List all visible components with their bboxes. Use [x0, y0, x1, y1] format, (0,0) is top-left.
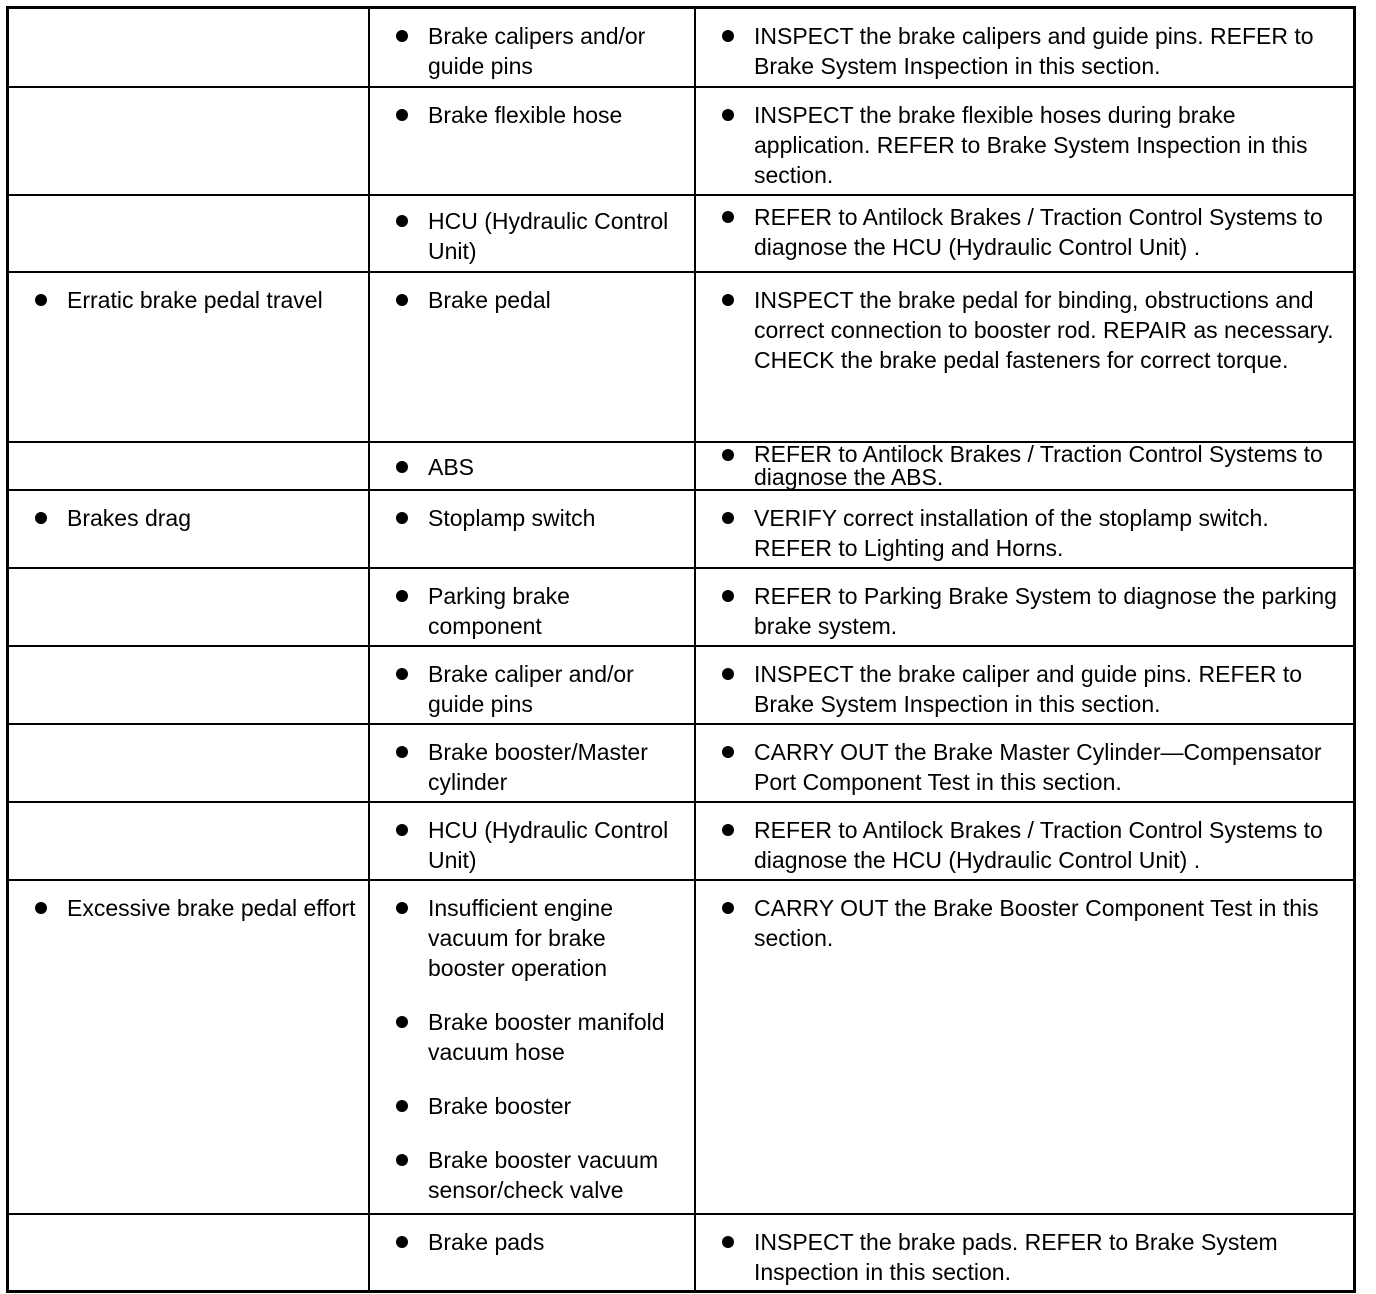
action-cell — [696, 881, 1353, 1213]
bullet-icon — [396, 590, 408, 602]
action-text: INSPECT the brake pedal for binding, obstructions and correct connection to booster rod. REPAIR as necessary. CHECK the brake pedal fasteners for correct torque. — [754, 287, 1334, 373]
cause-cell — [370, 803, 696, 879]
symptom-cell — [9, 881, 370, 1213]
action-item — [696, 659, 1345, 719]
action-cell — [696, 196, 1353, 271]
action-text: CARRY OUT the Brake Master Cylinder—Compensator Port Component Test in this section. — [754, 739, 1322, 795]
table-row — [9, 723, 1353, 801]
symptom-item — [9, 893, 360, 923]
bullet-icon — [396, 215, 408, 227]
bullet-icon — [396, 902, 408, 914]
bullet-icon — [396, 294, 408, 306]
bullet-icon — [396, 30, 408, 42]
bullet-icon — [722, 590, 734, 602]
bullet-icon — [722, 902, 734, 914]
bullet-icon — [396, 1016, 408, 1028]
symptom-cell — [9, 725, 370, 801]
table-row — [9, 271, 1353, 441]
bullet-icon — [722, 746, 734, 758]
cause-item — [370, 893, 686, 983]
action-item — [696, 1227, 1345, 1287]
symptom-cell — [9, 803, 370, 879]
symptom-cell — [9, 1215, 370, 1290]
action-text: INSPECT the brake pads. REFER to Brake System Inspection in this section. — [754, 1229, 1278, 1285]
bullet-icon — [396, 1154, 408, 1166]
cause-text: Brake caliper and/or guide pins — [428, 661, 634, 717]
action-text: CARRY OUT the Brake Booster Component Test in this section. — [754, 895, 1319, 951]
symptom-text: Brakes drag — [67, 505, 192, 531]
action-item — [696, 893, 1345, 953]
action-cell — [696, 491, 1353, 567]
cause-cell — [370, 647, 696, 723]
table-row — [9, 489, 1353, 567]
action-text: VERIFY correct installation of the stoplamp switch. REFER to Lighting and Horns. — [754, 505, 1269, 561]
action-cell — [696, 9, 1353, 86]
cause-text: Brake calipers and/or guide pins — [428, 23, 646, 79]
action-item — [696, 503, 1345, 563]
action-text: REFER to Parking Brake System to diagnose the parking brake system. — [754, 583, 1337, 639]
action-item — [696, 815, 1345, 875]
action-item — [696, 737, 1345, 797]
action-cell — [696, 88, 1353, 194]
cause-item — [370, 285, 686, 315]
cause-item — [370, 1145, 686, 1205]
cause-item — [370, 737, 686, 797]
diagnosis-table — [6, 6, 1356, 1293]
bullet-icon — [396, 1100, 408, 1112]
action-item — [696, 100, 1345, 190]
cause-cell — [370, 9, 696, 86]
bullet-icon — [722, 824, 734, 836]
cause-cell — [370, 881, 696, 1213]
bullet-icon — [396, 746, 408, 758]
action-item — [696, 581, 1345, 641]
bullet-icon — [35, 294, 47, 306]
action-cell — [696, 1215, 1353, 1290]
bullet-icon — [35, 902, 47, 914]
cause-text: Brake booster manifold vacuum hose — [428, 1009, 665, 1065]
cause-item — [370, 100, 686, 130]
action-cell — [696, 569, 1353, 645]
bullet-icon — [722, 668, 734, 680]
cause-cell — [370, 88, 696, 194]
symptom-text: Erratic brake pedal travel — [67, 287, 323, 313]
bullet-icon — [396, 512, 408, 524]
bullet-icon — [722, 211, 734, 223]
symptom-item — [9, 503, 360, 533]
symptom-cell — [9, 569, 370, 645]
bullet-icon — [722, 30, 734, 42]
cause-cell — [370, 1215, 696, 1290]
table-row — [9, 567, 1353, 645]
bullet-icon — [722, 512, 734, 524]
action-item — [696, 21, 1345, 81]
cause-text: HCU (Hydraulic Control Unit) — [428, 208, 669, 264]
cause-text: Brake booster — [428, 1093, 572, 1119]
action-text: INSPECT the brake calipers and guide pins. REFER to Brake System Inspection in this section. — [754, 23, 1314, 79]
symptom-item — [9, 285, 360, 315]
action-text: REFER to Antilock Brakes / Traction Control Systems to diagnose the HCU (Hydraulic Control Unit) . — [754, 817, 1323, 873]
cause-item — [370, 1007, 686, 1067]
cause-item — [370, 581, 686, 641]
cause-text: Brake flexible hose — [428, 102, 623, 128]
bullet-icon — [722, 109, 734, 121]
cause-cell — [370, 569, 696, 645]
action-item — [696, 202, 1345, 262]
cause-text: Brake booster vacuum sensor/check valve — [428, 1147, 659, 1203]
bullet-icon — [35, 512, 47, 524]
bullet-icon — [396, 1236, 408, 1248]
cause-text: ABS — [428, 454, 475, 480]
cause-item — [370, 815, 686, 875]
bullet-icon — [722, 1236, 734, 1248]
action-cell — [696, 803, 1353, 879]
cause-text: Parking brake component — [428, 583, 570, 639]
cause-item — [370, 21, 686, 81]
cause-cell — [370, 196, 696, 271]
bullet-icon — [396, 824, 408, 836]
cause-text: Brake pedal — [428, 287, 551, 313]
cause-item — [370, 1227, 686, 1257]
table-row — [9, 1213, 1353, 1290]
action-text: REFER to Antilock Brakes / Traction Control Systems to diagnose the ABS. — [754, 441, 1323, 490]
table-row — [9, 441, 1353, 489]
cause-text: HCU (Hydraulic Control Unit) — [428, 817, 669, 873]
symptom-cell — [9, 491, 370, 567]
action-text: INSPECT the brake caliper and guide pins. REFER to Brake System Inspection in this section. — [754, 661, 1303, 717]
bullet-icon — [396, 461, 408, 473]
cause-text: Brake booster/Master cylinder — [428, 739, 648, 795]
action-cell — [696, 725, 1353, 801]
table-row — [9, 645, 1353, 723]
cause-item — [370, 452, 686, 482]
cause-text: Brake pads — [428, 1229, 545, 1255]
cause-cell — [370, 273, 696, 441]
symptom-cell — [9, 196, 370, 271]
cause-item — [370, 206, 686, 266]
table-row — [9, 86, 1353, 194]
cause-text: Insufficient engine vacuum for brake booster operation — [428, 895, 613, 981]
cause-item — [370, 659, 686, 719]
bullet-icon — [396, 109, 408, 121]
action-cell — [696, 273, 1353, 441]
bullet-icon — [396, 668, 408, 680]
cause-cell — [370, 491, 696, 567]
symptom-cell — [9, 88, 370, 194]
cause-text: Stoplamp switch — [428, 505, 596, 531]
action-cell — [696, 647, 1353, 723]
cause-item — [370, 503, 686, 533]
symptom-cell — [9, 647, 370, 723]
table-row — [9, 9, 1353, 86]
cause-cell — [370, 443, 696, 489]
cause-cell — [370, 725, 696, 801]
bullet-icon — [722, 294, 734, 306]
symptom-cell — [9, 273, 370, 441]
table-row — [9, 801, 1353, 879]
action-item — [696, 443, 1345, 489]
table-row — [9, 879, 1353, 1213]
symptom-cell — [9, 443, 370, 489]
bullet-icon — [722, 449, 734, 461]
symptom-cell — [9, 9, 370, 86]
action-cell — [696, 443, 1353, 489]
action-item — [696, 285, 1345, 375]
action-text: REFER to Antilock Brakes / Traction Control Systems to diagnose the HCU (Hydraulic Control Unit) . — [754, 204, 1323, 260]
table-row — [9, 194, 1353, 271]
action-text: INSPECT the brake flexible hoses during brake application. REFER to Brake System Inspection in this section. — [754, 102, 1308, 188]
symptom-text: Excessive brake pedal effort — [67, 895, 356, 921]
cause-item — [370, 1091, 686, 1121]
